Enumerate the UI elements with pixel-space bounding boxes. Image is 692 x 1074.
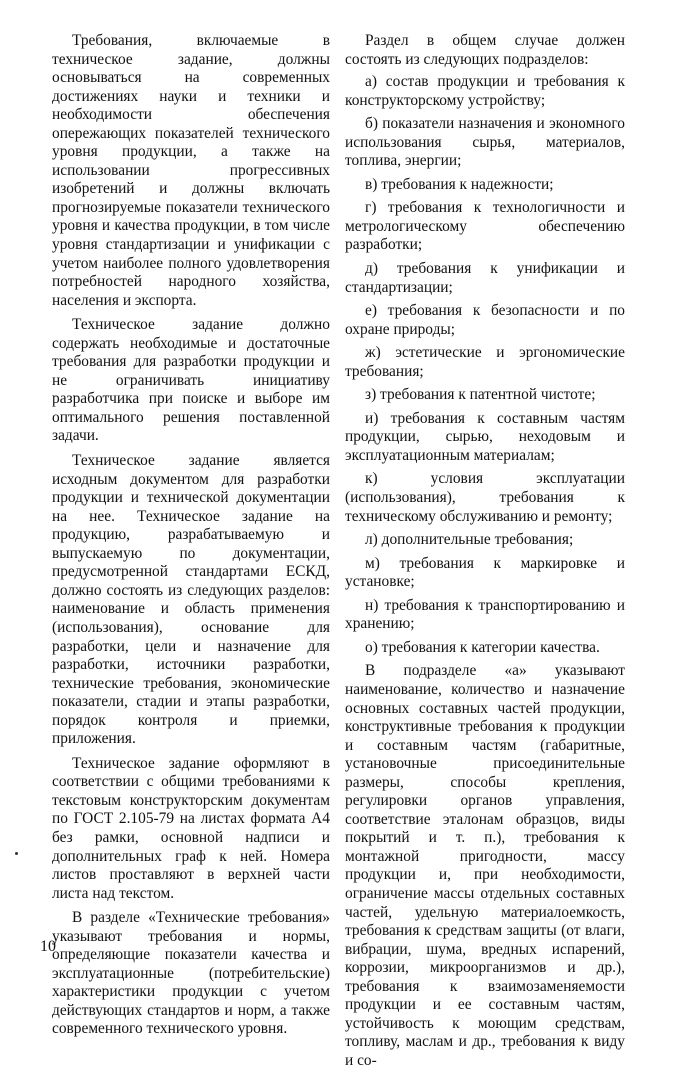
subsection-item-i: и) требования к составным частям продукции, сырью, неходовым и эксплуатационным материалам; <box>345 409 625 464</box>
subsection-item-d: д) требования к унификации и стандартизации; <box>345 260 625 296</box>
right-text-column <box>345 32 625 1074</box>
subsection-item-b: б) показатели назначения и экономного использования сырья, материалов, топлива, энергии; <box>345 115 625 170</box>
scan-speck <box>15 852 18 855</box>
paragraph-source-document: Техническое задание является исходным документом для разработки продукции и технической документации на нее. Техническое задание на продукцию, разрабатываемую и выпускаемую по документации, предусмотренной стандартами ЕСКД, должно состоять из следующих разделов: наименование и область применения (использования), основание для разработки, цели и назначение для разработки, источники разработки, технические требования, экономические показатели, стадии и этапы разработки, порядок контроля и приемки, приложения. <box>52 452 330 748</box>
subsection-item-l: л) дополнительные требования; <box>365 531 574 549</box>
subsection-item-zh: ж) эстетические и эргономические требования; <box>345 344 625 380</box>
subsection-item-v: в) требования к надежности; <box>365 175 554 193</box>
left-text-column <box>52 32 330 1045</box>
paragraph-sufficiency: Техническое задание должно содержать необходимые и достаточные требования для разработки продукции и не ограничивать инициативу разработчика при поиске и выборе им оптимального решения поставленной задачи. <box>52 316 330 445</box>
subsection-item-m: м) требования к маркировке и установке; <box>345 554 625 591</box>
subsection-item-a: а) состав продукции и требования к конструкторскому устройству; <box>345 73 625 109</box>
paragraph-technical-requirements: В разделе «Технические требования» указывают требования и нормы, определяющие показатели качества и эксплуатационные (потребительские) характеристики продукции с учетом действующих стандартов и норм, а также современного технического уровня. <box>52 909 330 1038</box>
subsection-item-e: е) требования к безопасности и по охране природы; <box>345 302 625 338</box>
page-number: 10 <box>40 938 56 955</box>
subsection-intro: Раздел в общем случае должен состоять из следующих подразделов: <box>345 32 625 68</box>
paragraph-subsection-a: В подразделе «а» указывают наименование, количество и назначение основных составных частей продукции, конструктивные требования к продукции и составным частям (габаритные, установочные присоединительные размеры, способы крепления, регулировки органов управления, соответствие эталонам образцов, виды покрытий и т. п.), требования к монтажной пригодности, массу продукции и, при необходимости, ограничение массы отдельных составных частей, удельную материалоемкость, требования к средствам защиты (от влаги, вибрации, шума, вредных испарений, коррозии, микроорганизмов и др.), требования к взаимозаменяемости продукции и ее составным частям, устойчивость к моющим средствам, топливу, маслам и др., требования к виду и со- <box>345 662 625 1069</box>
subsection-item-z: з) требования к патентной чистоте; <box>365 386 596 404</box>
subsection-item-k: к) условия эксплуатации (использования), требования к техническому обслуживанию и ремонту; <box>345 470 625 525</box>
subsection-item-g: г) требования к технологичности и метрологическому обеспечению разработки; <box>345 199 625 254</box>
paragraph-requirements-content: Требования, включаемые в техническое задание, должны основываться на современных достижениях науки и техники и необходимости обеспечения опережающих показателей технического уровня продукции, а также на использовании прогрессивных изобретений и должны включать прогнозируемые показатели технического уровня и качества продукции, в том числе уровня стандартизации и унификации с учетом наиболее полного удовлетворения потребностей народного хозяйства, населения и экспорта. <box>52 32 330 309</box>
subsection-item-o: о) требования к категории качества. <box>365 638 600 656</box>
paragraph-formatting: Техническое задание оформляют в соответствии с общими требованиями к текстовым конструкторским документам по ГОСТ 2.105-79 на листах формата А4 без рамки, основной надписи и дополнительных граф к ней. Номера листов проставляют в верхней части листа над текстом. <box>52 754 330 902</box>
subsection-item-n: н) требования к транспортированию и хранению; <box>345 596 625 633</box>
